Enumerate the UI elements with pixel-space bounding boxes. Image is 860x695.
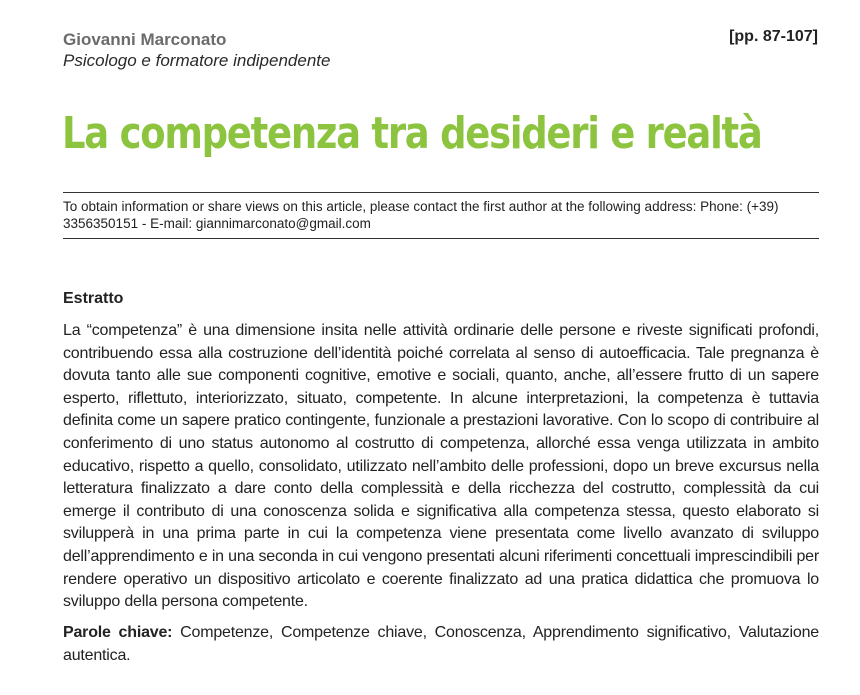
author-affiliation: Psicologo e formatore indipendente: [63, 51, 331, 70]
abstract-heading: Estratto: [63, 290, 124, 307]
article-title: La competenza tra desideri e realtà: [62, 108, 762, 159]
page-range: [pp. 87-107]: [729, 28, 818, 45]
abstract-body: La “competenza” è una dimensione insita nelle attività ordinarie delle persone e riveste significati profondi, contribuendo essa alla costruzione dell’identità poiché correlata al senso di autoefficacia. Tale pregnanza è dovuta tanto alle sue componenti cognitive, emotive e sociali, quanto, anche, all’essere frutto di un sapere esperto, riflettuto, interiorizzato, situato, competente. In alcune interpretazioni, la competenza è tuttavia definita come un sapere pratico contingente, funzionale a prestazioni lavorative. Con lo scopo di contribuire al conferimento di uno status autonomo al costrutto di competenza, allorché essa venga utilizzata in ambito educativo, rispetto a quello, consolidato, utilizzato nell’ambito delle professioni, dopo un breve excursus nella letteratura finalizzato a dare conto della complessità e della ricchezza del costrutto, complessità da cui emerge il contributo di una conoscenza solida e significativa alla competenza stessa, questo elaborato si svilupperà in una prima parte in cui la competenza viene presentata come livello avanzato di sviluppo dell’apprendimento e in una seconda in cui vengono presentati alcuni riferimenti concettuali imprescindibili per rendere operativo un dispositivo articolato e coerente finalizzato ad una pratica didattica che promuova lo sviluppo della persona competente.: [63, 322, 819, 611]
top-divider: [63, 192, 819, 193]
keywords-text: Competenze, Competenze chiave, Conoscenza, Apprendimento significativo, Valutazione autentica.: [63, 624, 820, 664]
contact-info: To obtain information or share views on this article, please contact the first author at the following address: Phone: (+39) 3356350151 - E-mail: giannimarconato@gmail.com: [63, 199, 779, 231]
keywords: [63, 622, 819, 667]
author-name: Giovanni Marconato: [63, 30, 227, 49]
bottom-divider: [63, 238, 819, 239]
keywords-label: Parole chiave:: [63, 624, 173, 641]
